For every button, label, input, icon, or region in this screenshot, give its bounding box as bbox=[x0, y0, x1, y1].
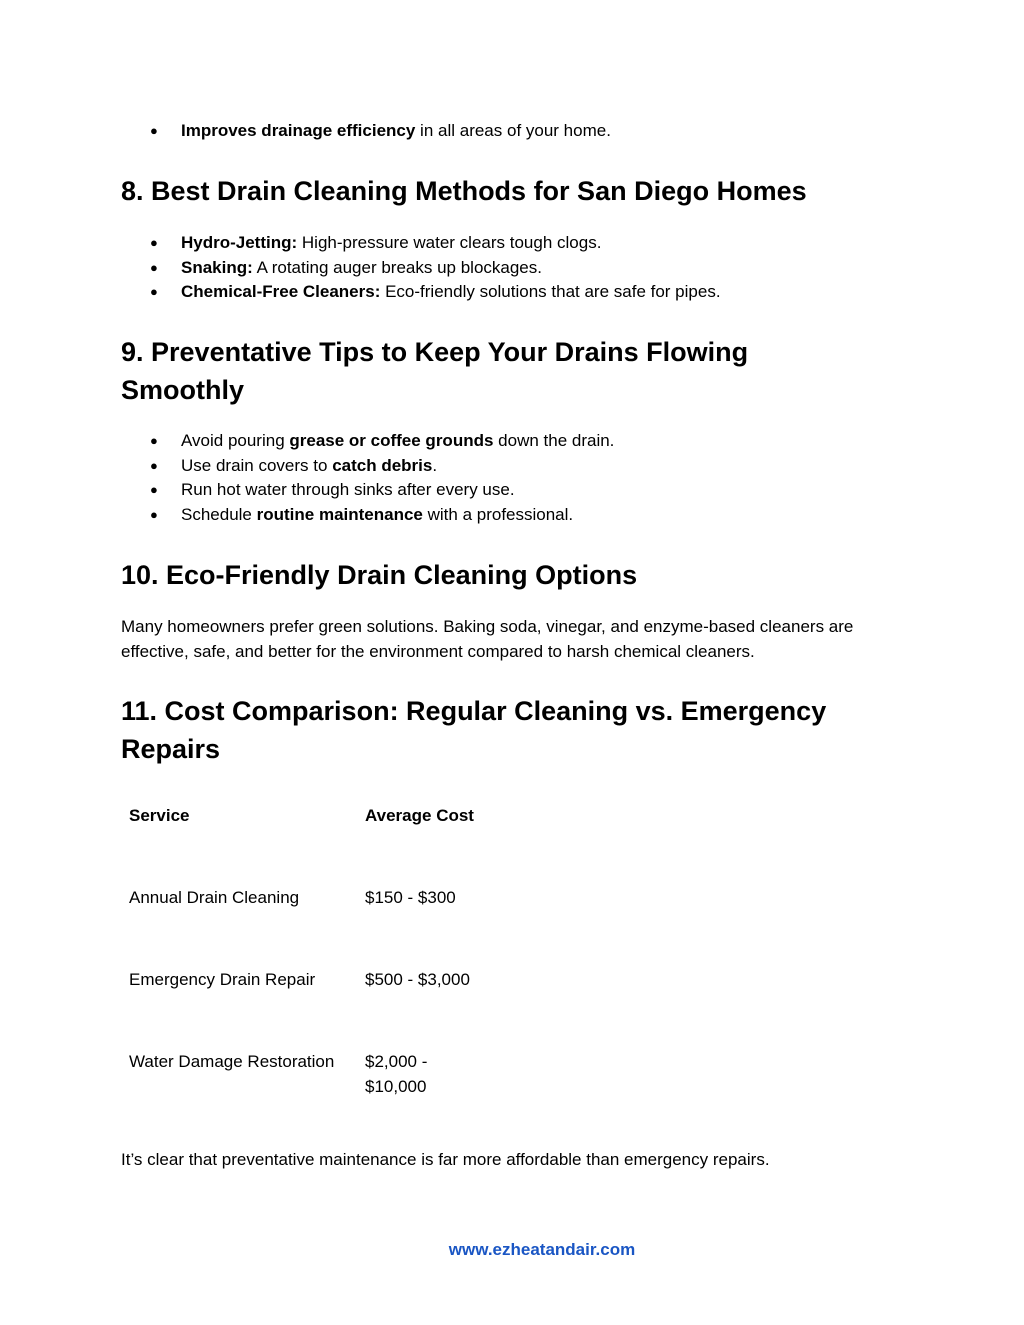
section-10-heading: 10. Eco-Friendly Drain Cleaning Options bbox=[121, 560, 638, 590]
list-item-text: High-pressure water clears tough clogs. bbox=[297, 233, 602, 252]
section-9-list bbox=[150, 429, 614, 527]
table-row bbox=[121, 957, 493, 1039]
table-header-row bbox=[121, 793, 493, 875]
table-header-cell: Average Cost bbox=[365, 806, 474, 825]
list-item-bold: Improves drainage efficiency bbox=[181, 121, 416, 140]
table-cell: $150 - $300 bbox=[365, 888, 456, 907]
table-row bbox=[121, 875, 493, 957]
bullet-icon: ● bbox=[150, 506, 158, 522]
table-cell: $500 - $3,000 bbox=[365, 970, 470, 989]
list-item-bold: Snaking: bbox=[181, 257, 253, 277]
bullet-icon: ● bbox=[150, 259, 158, 275]
list-item-text: in all areas of your home. bbox=[415, 121, 611, 140]
section-10-paragraph: Many homeowners prefer green solutions. Baking soda, vinegar, and enzyme-based cleaners are effective, safe, and better for the environment compared to harsh chemical cleaners. bbox=[121, 617, 854, 661]
bullet-icon: ● bbox=[150, 433, 158, 448]
list-item-text: Schedule bbox=[181, 504, 257, 524]
list-item-bold: Hydro-Jetting: bbox=[181, 233, 298, 252]
section-9-heading: 9. Preventative Tips to Keep Your Drains Flowing Smoothly bbox=[121, 337, 749, 405]
list-item-text: Avoid pouring bbox=[181, 431, 290, 450]
list-item bbox=[150, 478, 614, 503]
list-item-text: with a professional. bbox=[422, 504, 574, 524]
list-item-text: Eco-friendly solutions that are safe for pipes. bbox=[380, 282, 721, 301]
list-item-text: Run hot water through sinks after every use. bbox=[181, 480, 515, 499]
list-item-text: . bbox=[432, 455, 438, 475]
section-8-list bbox=[150, 231, 721, 305]
bullet-icon: ● bbox=[150, 235, 158, 250]
table-cell: Water Damage Restoration bbox=[129, 1052, 335, 1071]
list-item-bold: grease or coffee grounds bbox=[289, 431, 494, 450]
list-item bbox=[150, 454, 614, 479]
table-cell: Emergency Drain Repair bbox=[129, 970, 316, 989]
bullet-icon: ● bbox=[150, 284, 158, 299]
table-cell: $2,000 - $10,000 bbox=[365, 1052, 428, 1096]
list-item-bold: Chemical-Free Cleaners: bbox=[181, 282, 381, 301]
table-row bbox=[121, 1039, 493, 1121]
list-item-text: A rotating auger breaks up blockages. bbox=[252, 257, 542, 277]
top-bullet-list bbox=[150, 119, 611, 144]
footer-website-link[interactable]: www.ezheatandair.com bbox=[448, 1240, 636, 1259]
table-header-cell: Service bbox=[129, 806, 190, 825]
section-8-heading: 8. Best Drain Cleaning Methods for San Diego Homes bbox=[121, 176, 807, 206]
bullet-icon: ● bbox=[150, 123, 158, 138]
section-11-conclusion: It’s clear that preventative maintenance is far more affordable than emergency repairs. bbox=[121, 1150, 770, 1169]
list-item bbox=[150, 280, 721, 305]
list-item bbox=[150, 231, 721, 256]
list-item bbox=[150, 119, 611, 144]
bullet-icon: ● bbox=[150, 482, 158, 497]
list-item-text: down the drain. bbox=[493, 431, 615, 450]
cost-comparison-table bbox=[121, 793, 493, 1121]
list-item-bold: catch debris bbox=[332, 455, 433, 475]
list-item-text: Use drain covers to bbox=[181, 455, 333, 475]
list-item bbox=[150, 256, 721, 281]
list-item bbox=[150, 429, 614, 454]
table-cell: Annual Drain Cleaning bbox=[129, 888, 300, 907]
list-item bbox=[150, 503, 614, 528]
list-item-bold: routine maintenance bbox=[256, 504, 423, 524]
section-11-heading: 11. Cost Comparison: Regular Cleaning vs. Emergency Repairs bbox=[121, 696, 827, 764]
bullet-icon: ● bbox=[150, 457, 158, 473]
